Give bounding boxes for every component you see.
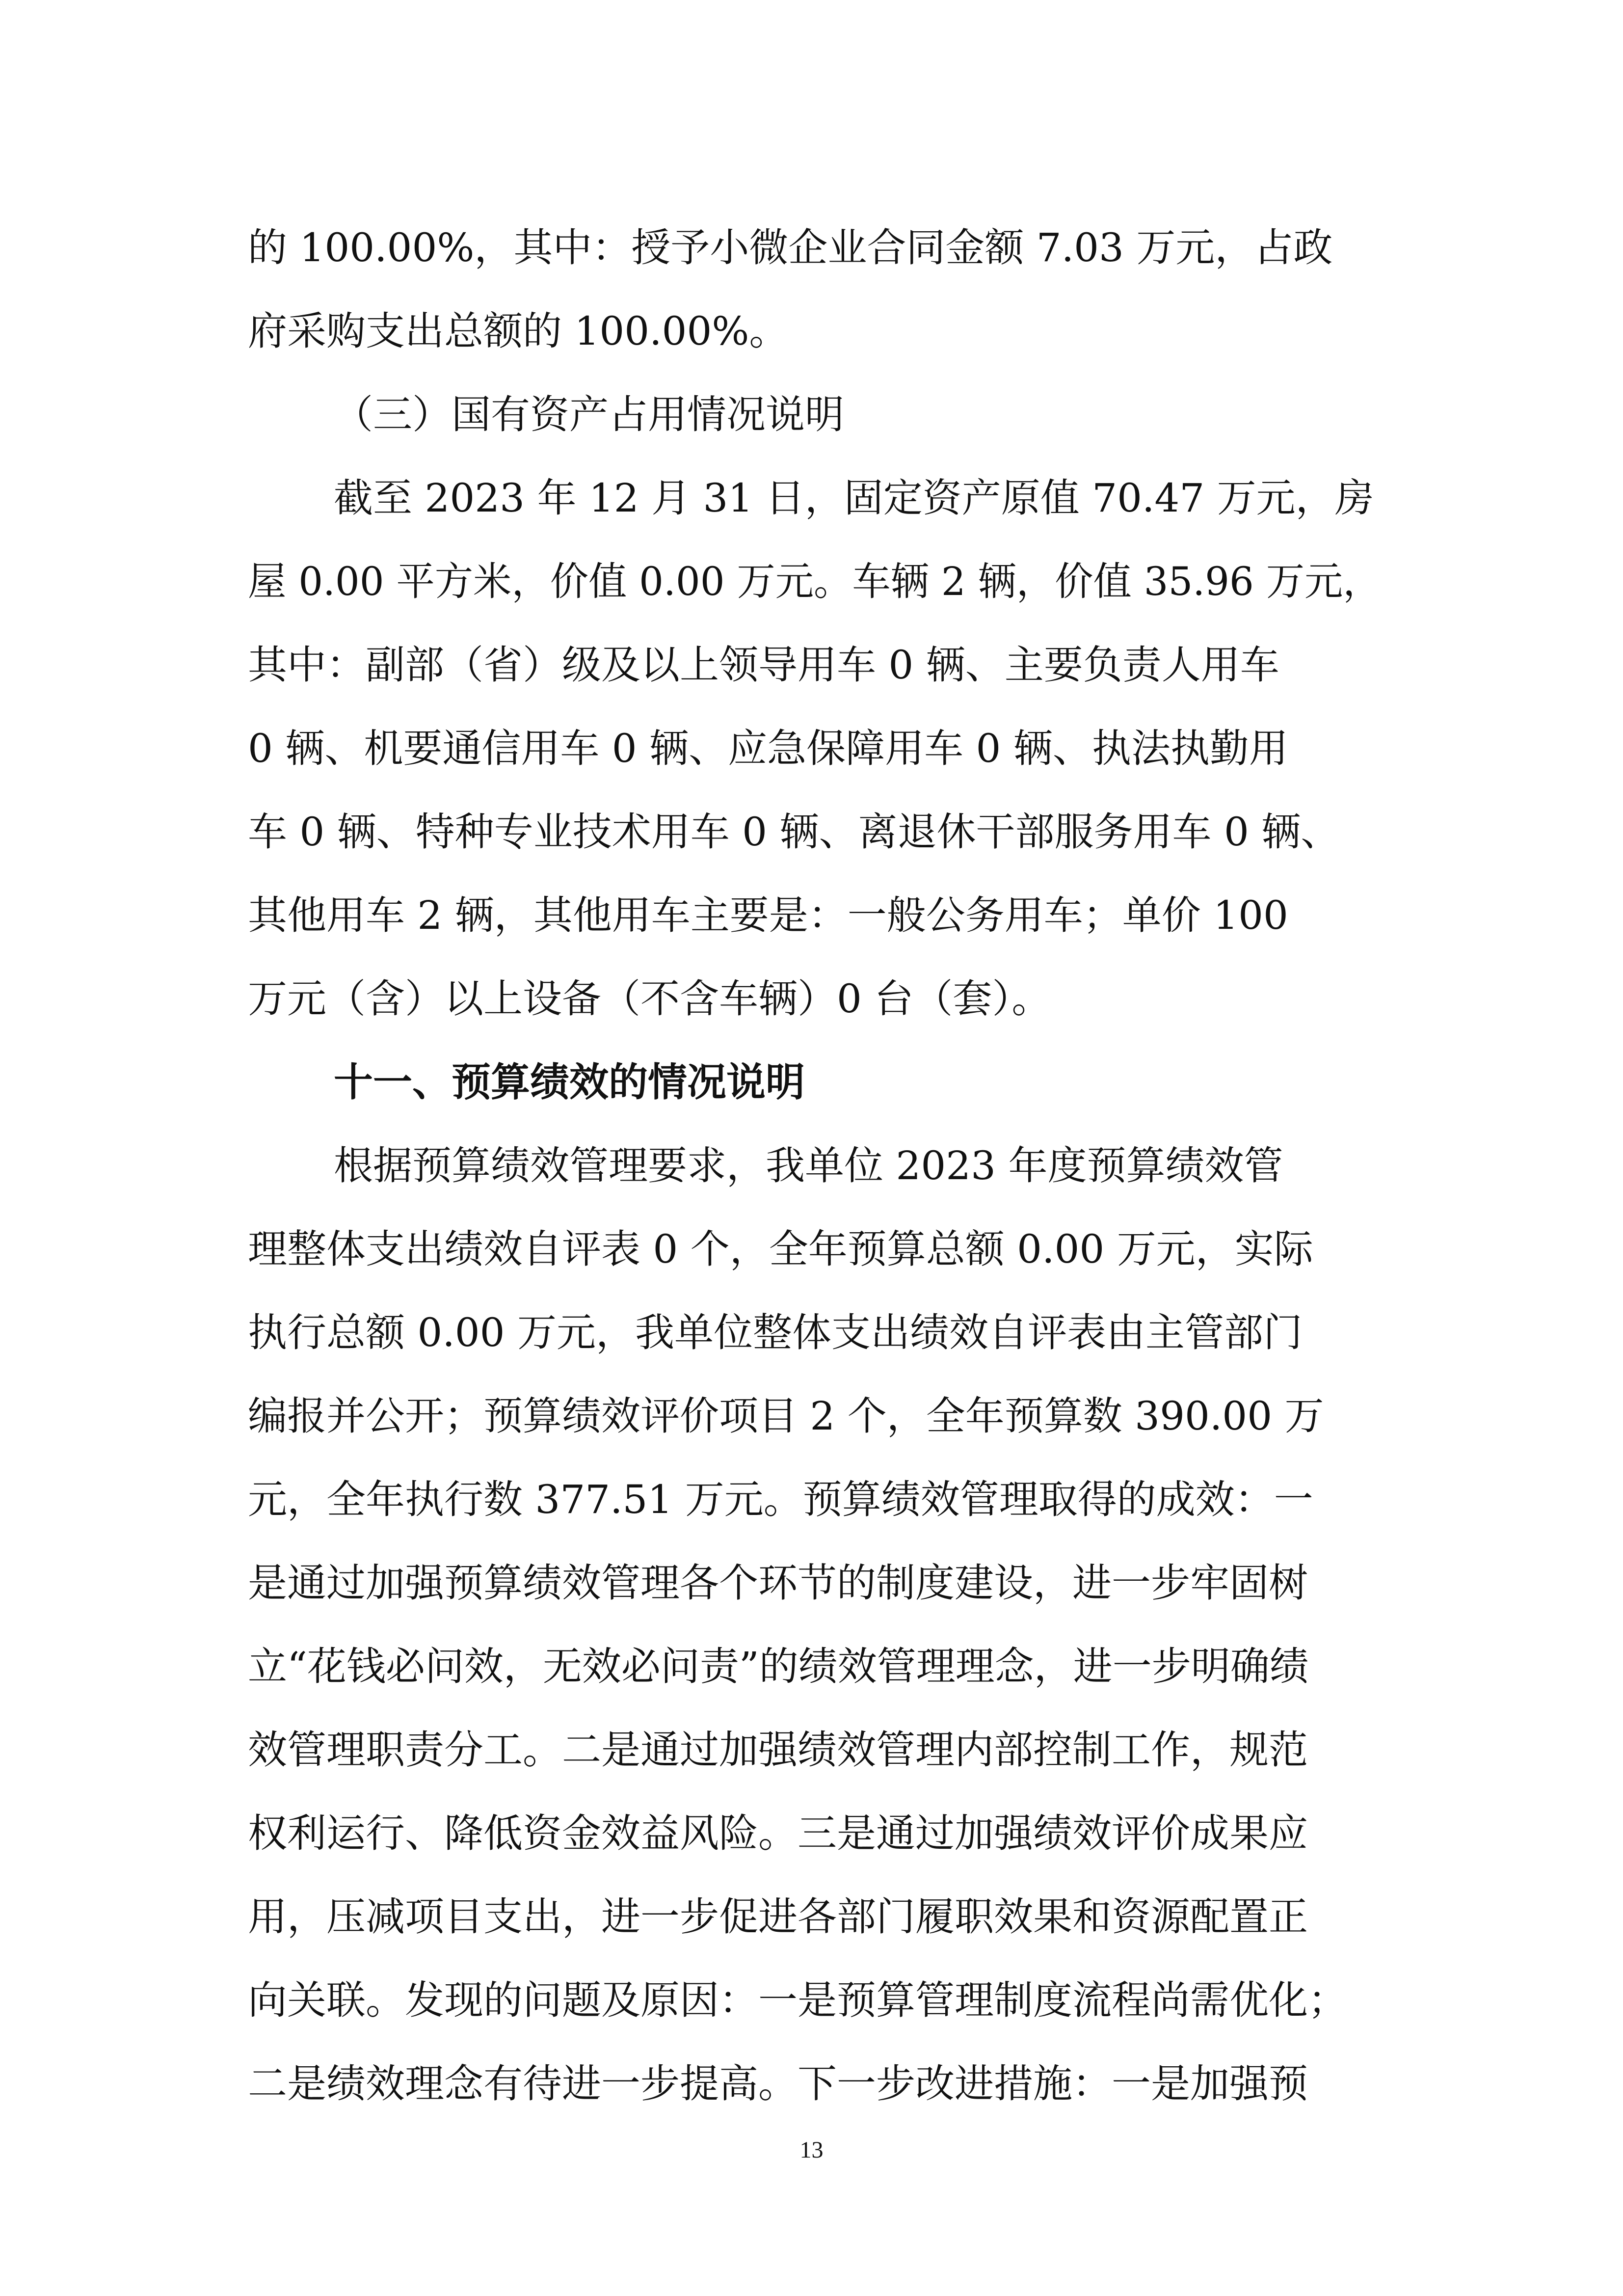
line-text: 的 100.00%，其中：授予小微企业合同金额 7.03 万元，占政 [248,225,1333,270]
body-line [0,1134,1623,1198]
line-text: 二是绩效理念有待进一步提高。下一步改进措施：一是加强预 [248,2061,1308,2107]
body-line [0,1551,1623,1615]
line-text: 截至 2023 年 12 月 31 日，固定资产原值 70.47 万元，房 [334,475,1374,521]
body-line [0,884,1623,947]
body-line [0,633,1623,697]
line-text: 屋 0.00 平方米，价值 0.00 万元。车辆 2 辆，价值 35.96 万元， [248,559,1382,604]
body-line [0,1969,1623,2032]
line-text: 编报并公开；预算绩效评价项目 2 个，全年预算数 390.00 万 [248,1393,1324,1439]
page-number: 13 [799,2137,824,2163]
body-line [0,967,1623,1031]
body-line [0,1635,1623,1699]
body-line [0,466,1623,530]
line-text: 立“花钱必问效，无效必问责”的绩效管理理念，进一步明确绩 [248,1644,1309,1689]
line-text: 车 0 辆、特种专业技术用车 0 辆、离退休干部服务用车 0 辆、 [248,809,1340,855]
body-line [0,550,1623,614]
line-text: 向关联。发现的问题及原因：一是预算管理制度流程尚需优化； [248,1977,1347,2023]
body-line [0,216,1623,280]
heading-text: 十一、预算绩效的情况说明 [334,1059,805,1105]
line-text: 万元（含）以上设备（不含车辆）0 台（套）。 [248,976,1051,1022]
body-line [0,1384,1623,1448]
line-text: 其他用车 2 辆，其他用车主要是：一般公务用车；单价 100 [248,892,1288,938]
line-text: 理整体支出绩效自评表 0 个，全年预算总额 0.00 万元，实际 [248,1226,1313,1272]
section-heading [0,1051,1623,1114]
body-line [0,1718,1623,1782]
line-text: 用，压减项目支出，进一步促进各部门履职效果和资源配置正 [248,1894,1308,1940]
body-line [0,717,1623,781]
section-subheading [0,383,1623,447]
body-line [0,1468,1623,1532]
line-text: 根据预算绩效管理要求，我单位 2023 年度预算绩效管 [334,1143,1283,1189]
body-line [0,2052,1623,2116]
line-text: 效管理职责分工。二是通过加强绩效管理内部控制工作，规范 [248,1727,1308,1773]
body-line [0,1885,1623,1949]
body-line [0,1802,1623,1865]
line-text: 其中：副部（省）级及以上领导用车 0 辆、主要负责人用车 [248,642,1279,688]
line-text: 执行总额 0.00 万元，我单位整体支出绩效自评表由主管部门 [248,1310,1303,1355]
line-text: 0 辆、机要通信用车 0 辆、应急保障用车 0 辆、执法执勤用 [248,726,1288,771]
subheading-text: （三）国有资产占用情况说明 [334,392,844,437]
body-line [0,1301,1623,1365]
line-text: 元，全年执行数 377.51 万元。预算绩效管理取得的成效：一 [248,1477,1313,1522]
body-line [0,299,1623,363]
body-line [0,800,1623,864]
line-text: 权利运行、降低资金效益风险。三是通过加强绩效评价成果应 [248,1810,1308,1856]
line-text: 府采购支出总额的 100.00%。 [248,308,789,354]
body-line [0,1217,1623,1281]
line-text: 是通过加强预算绩效管理各个环节的制度建设，进一步牢固树 [248,1560,1308,1606]
